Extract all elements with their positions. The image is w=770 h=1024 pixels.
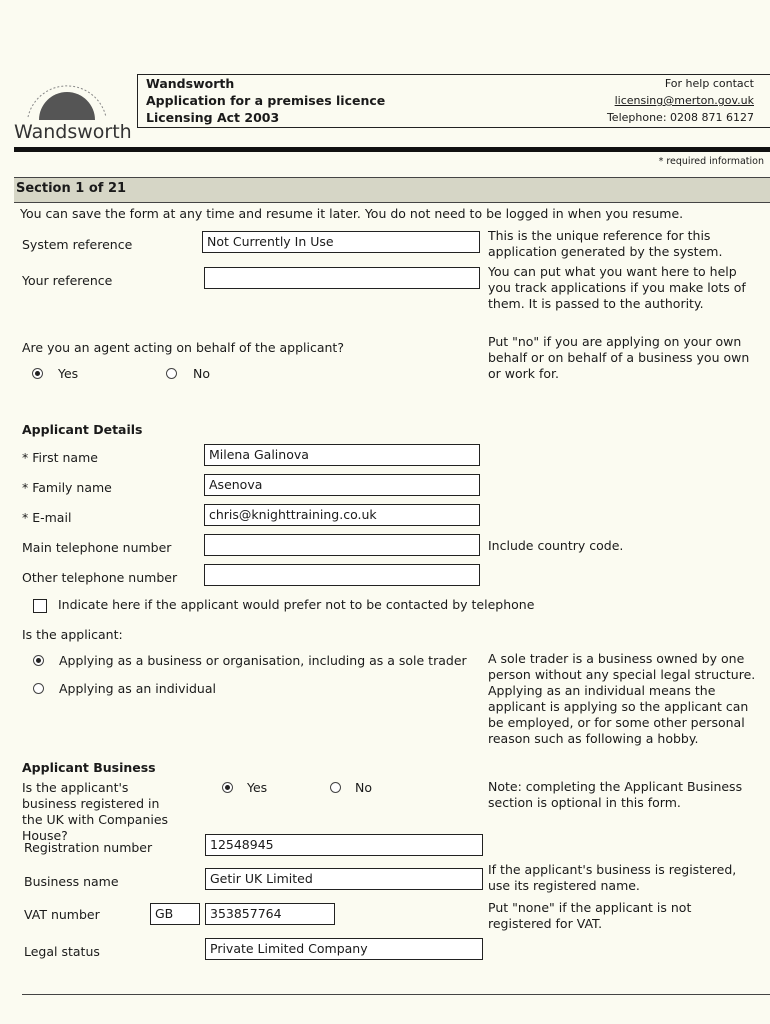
legal-status-label: Legal status bbox=[24, 944, 100, 959]
registered-question: Is the applicant's business registered in the UK with Companies House? bbox=[22, 780, 169, 843]
help-label: For help contact bbox=[664, 77, 754, 90]
logo-skyline-icon bbox=[14, 72, 119, 122]
no-phone-label: Indicate here if the applicant would prefer not to be contacted by telephone bbox=[58, 597, 535, 612]
main-phone-label: Main telephone number bbox=[22, 540, 172, 555]
applicant-details-heading: Applicant Details bbox=[22, 422, 143, 437]
system-reference-label: System reference bbox=[22, 237, 133, 252]
org-name: Wandsworth bbox=[146, 76, 235, 91]
logo-text: Wandsworth bbox=[14, 121, 132, 143]
email-field[interactable]: chris@knighttraining.co.uk bbox=[204, 504, 480, 526]
applicant-type-note: A sole trader is a business owned by one person without any special legal structure. Applying as an individual means the applicant is applying so the applicant can be employed, or for some other personal reason such as following a hobby. bbox=[488, 651, 756, 746]
business-name-field[interactable]: Getir UK Limited bbox=[205, 868, 483, 890]
system-reference-field[interactable]: Not Currently In Use bbox=[202, 231, 480, 253]
agent-question: Are you an agent acting on behalf of the applicant? bbox=[22, 340, 344, 355]
other-phone-field[interactable] bbox=[204, 564, 480, 586]
registration-number-label: Registration number bbox=[24, 840, 153, 855]
family-name-field[interactable]: Asenova bbox=[204, 474, 480, 496]
help-email-link[interactable]: licensing@merton.gov.uk bbox=[614, 94, 754, 107]
email-label: * E-mail bbox=[22, 510, 72, 525]
main-phone-note: Include country code. bbox=[488, 538, 624, 553]
form-title: Application for a premises licence bbox=[146, 93, 386, 108]
business-name-label: Business name bbox=[24, 874, 119, 889]
section-bar bbox=[14, 177, 770, 203]
vat-number-field[interactable]: 353857764 bbox=[205, 903, 335, 925]
other-phone-label: Other telephone number bbox=[22, 570, 178, 585]
business-option-radio[interactable] bbox=[33, 655, 44, 666]
section-intro: You can save the form at any time and resume it later. You do not need to be logged in when you resume. bbox=[20, 206, 684, 221]
required-note: * required information bbox=[658, 156, 764, 167]
registered-yes-radio[interactable] bbox=[222, 782, 233, 793]
family-name-label: * Family name bbox=[22, 480, 112, 495]
agent-yes-radio[interactable] bbox=[32, 368, 43, 379]
footer-divider bbox=[22, 994, 770, 995]
legal-status-field[interactable]: Private Limited Company bbox=[205, 938, 483, 960]
individual-option-label: Applying as an individual bbox=[59, 681, 216, 696]
council-logo bbox=[14, 72, 132, 143]
registered-yes-label: Yes bbox=[247, 780, 268, 795]
business-option-label: Applying as a business or organisation, including as a sole trader bbox=[59, 653, 467, 668]
first-name-label: * First name bbox=[22, 450, 98, 465]
your-reference-label: Your reference bbox=[22, 273, 113, 288]
agent-yes-label: Yes bbox=[58, 366, 79, 381]
header-divider bbox=[14, 147, 770, 152]
applicant-business-heading: Applicant Business bbox=[22, 760, 156, 775]
agent-note: Put "no" if you are applying on your own behalf or on behalf of a business you own or work for. bbox=[488, 334, 750, 381]
help-phone: Telephone: 0208 871 6127 bbox=[606, 111, 754, 124]
vat-prefix-field[interactable]: GB bbox=[150, 903, 200, 925]
registered-note: Note: completing the Applicant Business section is optional in this form. bbox=[488, 779, 743, 810]
agent-no-radio[interactable] bbox=[166, 368, 177, 379]
your-reference-note: You can put what you want here to help you track applications if you make lots of them. It is passed to the authority. bbox=[488, 264, 746, 311]
registered-no-radio[interactable] bbox=[330, 782, 341, 793]
registration-number-field[interactable]: 12548945 bbox=[205, 834, 483, 856]
business-name-note: If the applicant's business is registered, use its registered name. bbox=[488, 862, 737, 893]
registered-no-label: No bbox=[355, 780, 372, 795]
act-name: Licensing Act 2003 bbox=[146, 110, 280, 125]
individual-option-radio[interactable] bbox=[33, 683, 44, 694]
vat-label: VAT number bbox=[24, 907, 100, 922]
no-phone-checkbox[interactable] bbox=[33, 599, 47, 613]
agent-no-label: No bbox=[193, 366, 210, 381]
vat-note: Put "none" if the applicant is not registered for VAT. bbox=[488, 900, 692, 931]
your-reference-field[interactable] bbox=[204, 267, 480, 289]
first-name-field[interactable]: Milena Galinova bbox=[204, 444, 480, 466]
is-applicant-label: Is the applicant: bbox=[22, 627, 123, 642]
system-reference-note: This is the unique reference for this application generated by the system. bbox=[488, 228, 723, 259]
section-title: Section 1 of 21 bbox=[16, 181, 127, 196]
main-phone-field[interactable] bbox=[204, 534, 480, 556]
